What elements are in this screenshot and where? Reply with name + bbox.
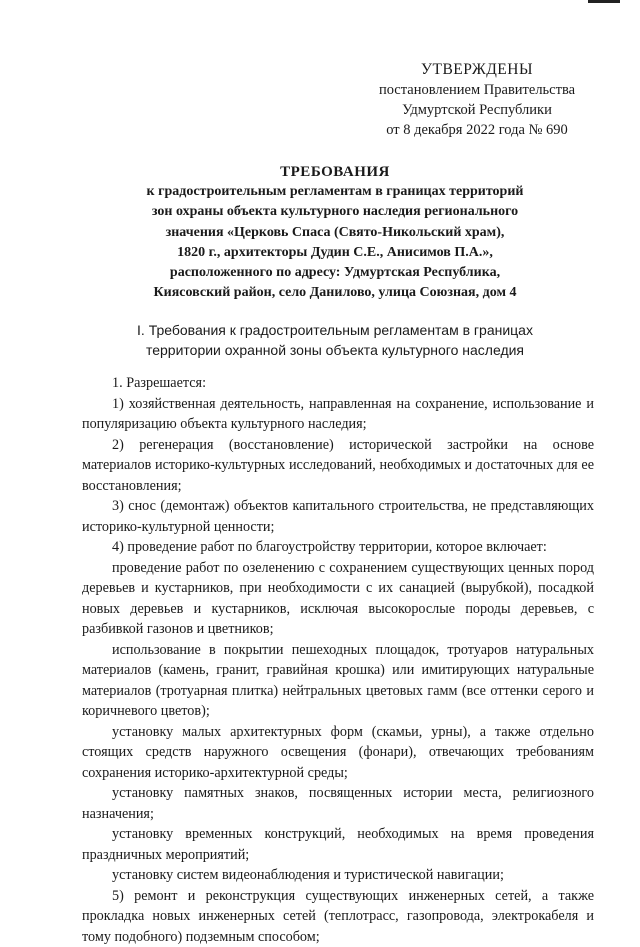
paragraph: 3) снос (демонтаж) объектов капитального строительства, не представляющих историко-культурной ценности; bbox=[82, 496, 594, 537]
document-body bbox=[82, 373, 594, 947]
title-line: к градостроительным регламентам в границах территорий bbox=[100, 182, 570, 202]
section-line: территории охранной зоны объекта культурного наследия bbox=[120, 340, 550, 360]
paragraph: 2) регенерация (восстановление) исторической застройки на основе материалов историко-культурных исследований, необходимых и достаточных для ее восстановления; bbox=[82, 435, 594, 497]
section-line: I. Требования к градостроительным регламентам в границах bbox=[120, 320, 550, 340]
title-line: 1820 г., архитекторы Дудин С.Е., Анисимов П.А.», bbox=[100, 243, 570, 263]
paragraph: 1) хозяйственная деятельность, направленная на сохранение, использование и популяризацию объекта культурного наследия; bbox=[82, 394, 594, 435]
title-line: зон охраны объекта культурного наследия регионального bbox=[100, 202, 570, 222]
approval-stamp bbox=[372, 60, 582, 140]
title-line: значения «Церковь Спаса (Свято-Никольский храм), bbox=[100, 223, 570, 243]
title-main: ТРЕБОВАНИЯ bbox=[100, 162, 570, 182]
approval-line: Удмуртской Республики bbox=[372, 100, 582, 120]
approval-line: постановлением Правительства bbox=[372, 80, 582, 100]
paragraph: установку малых архитектурных форм (скамьи, урны), а также отдельно стоящих средств наружного освещения (фонари), отвечающих требованиям сохранения историко-архитектурной среды; bbox=[82, 722, 594, 784]
paragraph: установку систем видеонаблюдения и туристической навигации; bbox=[82, 865, 594, 886]
title-line: расположенного по адресу: Удмуртская Республика, bbox=[100, 263, 570, 283]
paragraph: использование в покрытии пешеходных площадок, тротуаров натуральных материалов (камень, гранит, гравийная крошка) или имитирующих натуральные материалов (тротуарная плитка) нейтральных цветовых гамм (все оттенки серого и коричневого цветов); bbox=[82, 640, 594, 722]
title-line: Киясовский район, село Данилово, улица Союзная, дом 4 bbox=[100, 283, 570, 303]
paragraph: проведение работ по озеленению с сохранением существующих ценных пород деревьев и кустарников, при необходимости с их санацией (вырубкой), посадкой новых деревьев и кустарников, исключая высокорослые породы деревьев, с разбивкой газонов и цветников; bbox=[82, 558, 594, 640]
approval-heading: УТВЕРЖДЕНЫ bbox=[372, 60, 582, 80]
paragraph: установку временных конструкций, необходимых на время проведения праздничных мероприятий; bbox=[82, 824, 594, 865]
paragraph: 5) ремонт и реконструкция существующих инженерных сетей, а также прокладка новых инженерных сетей (теплотрасс, газопровода, электрокабеля и тому подобного) подземным способом; bbox=[82, 886, 594, 947]
scan-corner-mark bbox=[588, 0, 620, 3]
paragraph: установку памятных знаков, посвященных истории места, религиозного назначения; bbox=[82, 783, 594, 824]
paragraph: 4) проведение работ по благоустройству территории, которое включает: bbox=[82, 537, 594, 558]
section-heading bbox=[120, 320, 550, 360]
approval-line: от 8 декабря 2022 года № 690 bbox=[372, 120, 582, 140]
paragraph: 1. Разрешается: bbox=[82, 373, 594, 394]
document-title bbox=[100, 162, 570, 303]
